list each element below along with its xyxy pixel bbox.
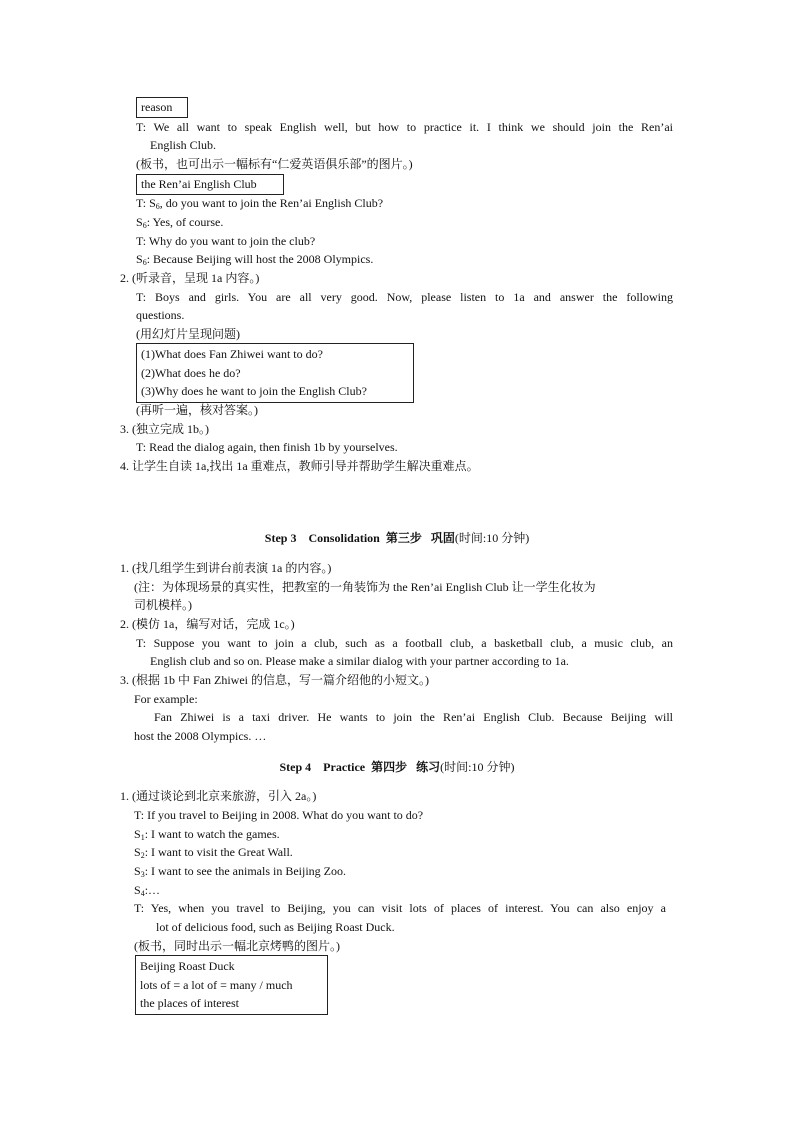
board-text: Beijing Roast Duck [140, 959, 235, 973]
dialog-line: $S_6$: Because Beijing will host the 2008 Olympics. [136, 252, 374, 267]
step4-heading: Step 4 Practice 第四步 练习(时间:10 分钟) [279, 760, 515, 774]
board-box-duck [135, 955, 328, 1015]
list-item: 4. 让学生自读 1a,找出 1a 重难点，教师引导并帮助学生解决重难点。 [120, 459, 479, 473]
teacher-line: T: Boys and girls. You are all very good. Now, please listen to 1a and answer the following [136, 290, 673, 304]
board-text: lots of = a lot of = many / much [140, 977, 293, 992]
teacher-line-cont: questions. [136, 308, 185, 322]
slide-note: (用幻灯片呈现问题) [136, 327, 240, 341]
student-line: $S_1$: I want to watch the games. [134, 827, 280, 842]
student-line: $S_2$: I want to visit the Great Wall. [134, 845, 293, 860]
board-note: (板书，同时出示一幅北京烤鸭的图片。) [134, 939, 340, 953]
board-text: reason [141, 100, 173, 114]
board-box-reason [136, 97, 188, 118]
list-item: 2. (模仿 1a，编写对话，完成 1c。) [120, 617, 295, 631]
dialog-line: T: Why do you want to join the club? [136, 234, 316, 248]
board-box-club [136, 174, 284, 195]
question: (1)What does Fan Zhiwei want to do? [141, 347, 323, 361]
teacher-line-cont: lot of delicious food, such as Beijing Roast Duck. [156, 920, 395, 934]
student-line: $S_3$: I want to see the animals in Beijing Zoo. [134, 864, 346, 879]
example-label: For example: [134, 692, 198, 706]
note-line: (注：为体现场景的真实性，把教室的一角装饰为 the Ren’ai English Club 让一学生化妆为 [134, 580, 596, 594]
example-paragraph-cont: host the 2008 Olympics. … [134, 729, 267, 743]
teacher-line: T: Yes, when you travel to Beijing, you can visit lots of places of interest. You can also enjoy a [134, 901, 666, 915]
list-item: 3. (根据 1b 中 Fan Zhiwei 的信息，写一篇介绍他的小短文。) [120, 673, 429, 687]
teacher-line-cont: English Club. [150, 138, 217, 152]
note-line-cont: 司机模样。) [134, 598, 192, 612]
questions-box [136, 343, 414, 403]
list-item: 1. (找几组学生到讲台前表演 1a 的内容。) [120, 561, 332, 575]
listen-again-note: (再听一遍，核对答案。) [136, 403, 258, 417]
list-item: 1. (通过谈论到北京来旅游，引入 2a。) [120, 789, 317, 803]
student-line: $S_4:\dots$ [134, 883, 161, 898]
dialog-line: T: $S_6$, do you want to join the Ren’ai English Club? [136, 196, 384, 211]
teacher-line: T: We all want to speak English well, but how to practice it. I think we should join the Ren’ai [136, 120, 673, 134]
teacher-line: T: Read the dialog again, then finish 1b by yourselves. [136, 440, 398, 454]
question: (3)Why does he want to join the English Club? [141, 384, 367, 398]
dialog-line: $S_6$: Yes, of course. [136, 215, 224, 230]
board-text: the Ren’ai English Club [141, 177, 257, 191]
teacher-line: T: If you travel to Beijing in 2008. What do you want to do? [134, 808, 424, 822]
board-text: the places of interest [140, 996, 239, 1010]
teacher-line: T: Suppose you want to join a club, such as a football club, a basketball club, a music club, an [136, 636, 673, 650]
step3-heading: Step 3 Consolidation 第三步 巩固(时间:10 分钟) [264, 531, 530, 545]
teacher-line-cont: English club and so on. Please make a similar dialog with your partner according to 1a. [150, 654, 569, 668]
board-note: (板书，也可出示一幅标有“仁爱英语俱乐部”的图片。) [136, 157, 413, 171]
example-paragraph: Fan Zhiwei is a taxi driver. He wants to join the Ren’ai English Club. Because Beijing will [154, 710, 673, 724]
list-item: 2. (听录音，呈现 1a 内容。) [120, 271, 260, 285]
list-item: 3. (独立完成 1b。) [120, 422, 209, 436]
question: (2)What does he do? [141, 365, 241, 380]
